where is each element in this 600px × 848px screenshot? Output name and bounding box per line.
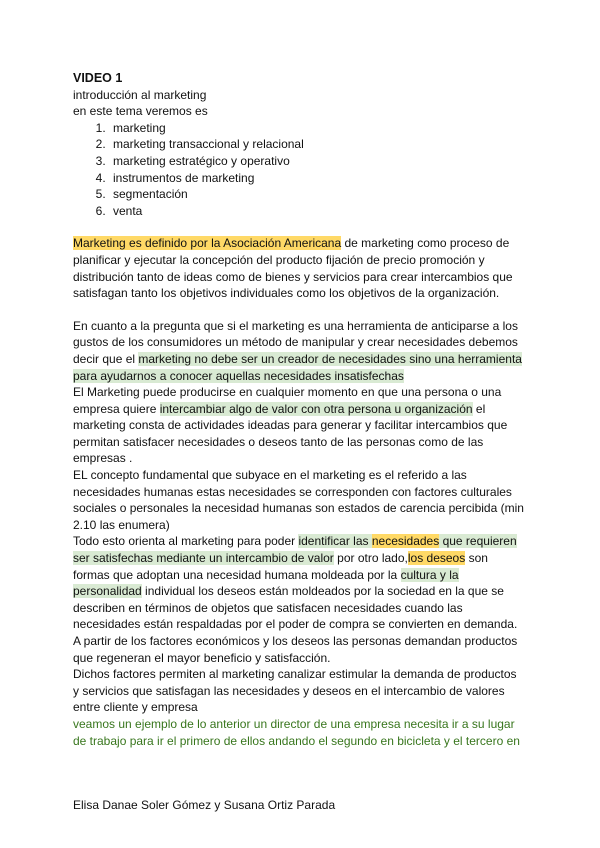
- text-line: necesidades están respaldadas por el poder de compra se convierten en demanda.: [73, 617, 518, 632]
- list-item: 5. segmentación: [109, 186, 533, 203]
- paragraph-main: [73, 318, 533, 749]
- text-run: formas que adoptan una necesidad humana moldeada por la: [73, 567, 401, 582]
- highlight-green: para ayudarnos a conocer aquellas necesidades insatisfechas: [73, 368, 404, 383]
- text-line: planificar y ejecutar la concepción del producto fijación de precio promoción y: [73, 252, 485, 267]
- highlight-yellow: necesidades: [371, 534, 440, 549]
- paragraph-definition: [73, 235, 533, 301]
- document-body: [73, 70, 533, 749]
- page-footer-authors: Elisa Danae Soler Gómez y Susana Ortiz Parada: [73, 798, 336, 812]
- text-line: y servicios que satisfagan las necesidades y deseos en el intercambio de valores: [73, 683, 505, 698]
- text-line: A partir de los factores económicos y los deseos las personas demandan productos: [73, 634, 518, 648]
- highlight-green: cultura y la: [400, 567, 459, 582]
- text-line: En cuanto a la pregunta que si el marketing es una herramienta de anticiparse a los: [73, 318, 518, 333]
- text-line: Dichos factores permiten al marketing canalizar estimular la demanda de productos: [73, 667, 517, 682]
- text-line: marketing consta de actividades ideadas para generar y facilitar intercambios que: [73, 418, 508, 433]
- text-run: empresa quiere: [73, 401, 160, 416]
- highlight-green: identificar las: [298, 534, 372, 549]
- green-text-line: veamos un ejemplo de lo anterior un director de una empresa necesita ir a su lugar: [73, 716, 515, 731]
- text-line: EL concepto fundamental que subyace en el marketing es el referido a las: [73, 468, 467, 483]
- list-item: 4. instrumentos de marketing: [109, 170, 533, 187]
- highlight-green: ser satisfechas mediante un intercambio de valor: [73, 551, 334, 566]
- text-line: El Marketing puede producirse en cualquier momento en que una persona o una: [73, 385, 502, 400]
- text-run: son: [465, 551, 488, 566]
- highlight-green: marketing no debe ser un creador de necesidades sino una herramienta: [138, 351, 522, 366]
- list-item: 2. marketing transaccional y relacional: [109, 136, 533, 153]
- highlight-green: personalidad: [73, 584, 142, 599]
- list-item: 6. venta: [109, 203, 533, 220]
- text-run: de marketing como proceso de: [341, 236, 510, 251]
- list-item: 3. marketing estratégico y operativo: [109, 153, 533, 170]
- text-line: que regeneran el mayor beneficio y satisfacción.: [73, 650, 331, 665]
- highlight-green: intercambiar algo de valor con otra persona u organización: [159, 401, 473, 416]
- text-line: satisfagan tanto los objetivos individuales como los objetivos de la organización.: [73, 286, 500, 301]
- text-line: empresas .: [73, 451, 133, 466]
- text-line: 2.10 las enumera): [73, 517, 170, 532]
- text-line: necesidades humanas estas necesidades se corresponden con factores culturales: [73, 484, 512, 499]
- list-item: 1. marketing: [109, 120, 533, 137]
- text-line: distribución tanto de ideas como de bienes y servicios para crear intercambios que: [73, 269, 513, 284]
- text-run: individual los deseos están moldeados por la sociedad en la que se: [141, 584, 504, 599]
- highlight-definition: Marketing es definido por la Asociación Americana: [73, 236, 342, 251]
- text-line: sociales o personales la necesidad humanas son estados de carencia percibida (min: [73, 501, 524, 516]
- green-text-line: de trabajo para ir el primero de ellos andando el segundo en bicicleta y el tercero en: [73, 733, 520, 748]
- document-title: VIDEO 1: [73, 71, 123, 85]
- highlight-green: que requieren: [439, 534, 517, 549]
- text-run: decir que el: [73, 351, 139, 366]
- topics-list: [73, 120, 533, 220]
- text-line: permitan satisfacer necesidades o deseos tanto de las personas como de las: [73, 434, 484, 449]
- text-run: Todo esto orienta al marketing para poder: [73, 534, 299, 549]
- text-line: gustos de los consumidores un método de manipular y crear necesidades debemos: [73, 335, 518, 350]
- text-run: por otro lado,: [333, 551, 408, 566]
- text-run: el: [472, 401, 486, 416]
- intro-line: en este tema veremos es: [73, 104, 208, 119]
- text-line: describen en términos de objetos que satisfacen necesidades cuando las: [73, 600, 463, 615]
- intro-line: introducción al marketing: [73, 87, 207, 102]
- text-line: entre cliente y empresa: [73, 700, 198, 715]
- highlight-yellow: los deseos: [407, 551, 466, 566]
